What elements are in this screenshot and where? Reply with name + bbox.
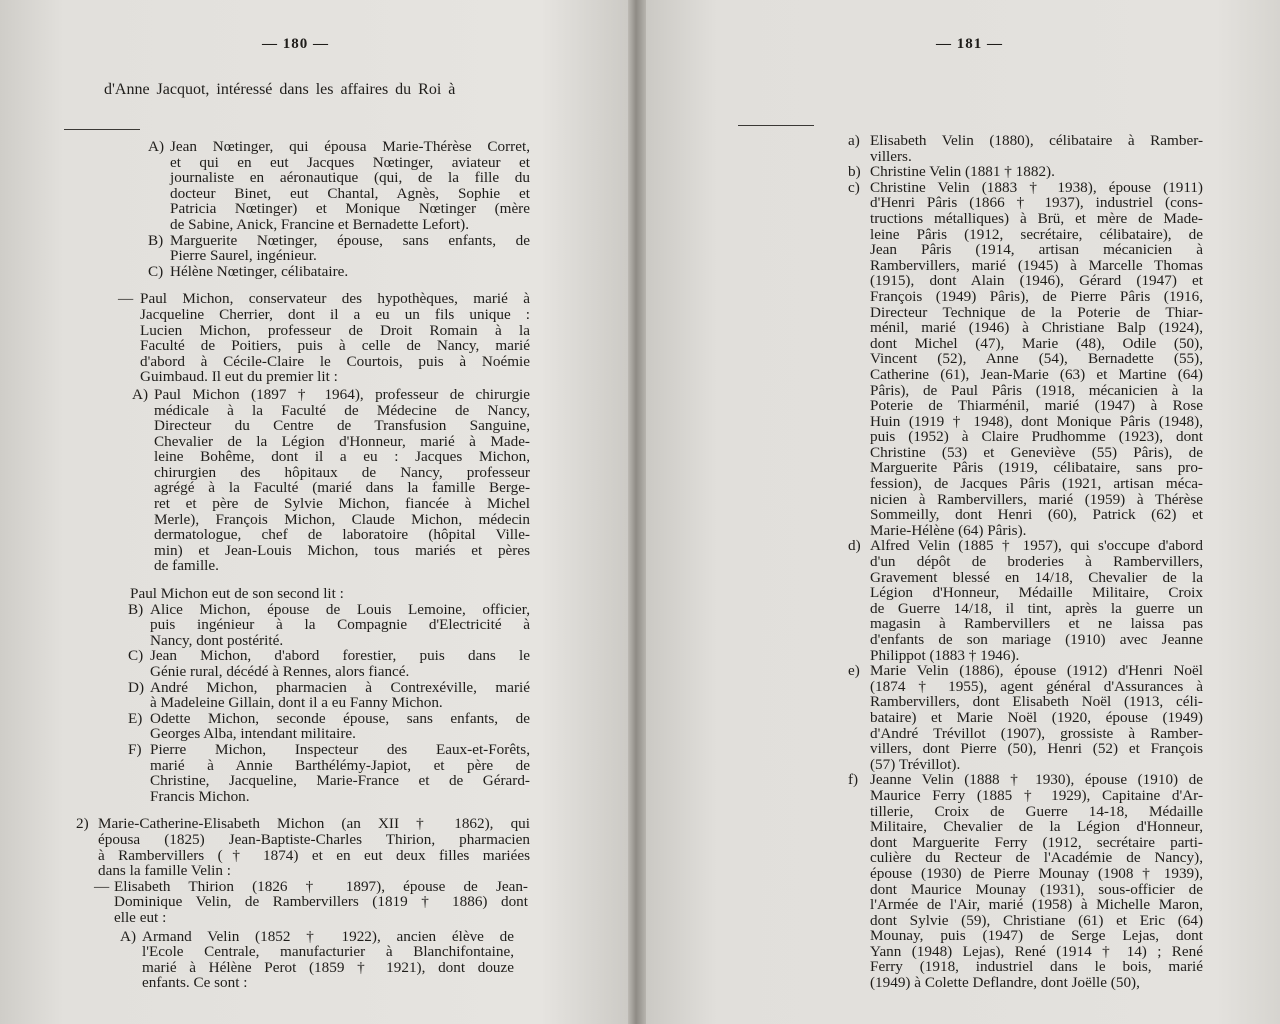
footnote-rule-right [738, 125, 814, 126]
entry-9 [128, 678, 530, 712]
page-number-180: — 180 — [262, 36, 329, 52]
text-line: nicien à Rambervillers, marié (1959) à Thérèse [870, 490, 1203, 508]
entry-1 [848, 132, 1203, 165]
text-line: magasin à Rambervillers et ne laissa pas [870, 615, 1203, 633]
text-line: de Guerre 14/18, il tint, après la guerre un [870, 599, 1203, 617]
entry-14 [120, 927, 514, 992]
text-line: Militaire, Chevalier de la Légion d'Honneur, [870, 818, 1203, 836]
text-line: épouse (1930) de Pierre Mounay (1908 † 1939), [870, 864, 1203, 882]
text-line: Yann (1948) Lejas), René (1914 † 14) ; René [870, 942, 1203, 960]
text-line: culière du Recteur de l'Académie de Nancy), [870, 849, 1203, 867]
text-line: Elisabeth Velin (1880), célibataire à Ramber- [870, 132, 1203, 149]
entry-label: C) [128, 647, 144, 665]
text-line: elle eut : [114, 908, 167, 926]
text-line: dermatologue, chef de laboratoire (hôpital Ville- [154, 526, 530, 544]
text-line: Pierre Saurel, ingénieur. [170, 247, 317, 265]
text-line: Jean Pâris (1914, artisan mécanicien à [870, 241, 1203, 259]
text-line: Paul Michon, conservateur des hypothèques, marié à [140, 290, 530, 308]
text-line: Génie rural, décédé à Rennes, alors fiancé. [150, 663, 410, 680]
book-gutter [628, 0, 646, 1024]
text-line: Jean Nœtinger, qui épousa Marie-Thérèse Corret, [170, 138, 530, 155]
text-line: Vincent (52), Anne (54), Bernadette (55), [870, 350, 1203, 368]
text-line: Poterie de Thiarménil, marié (1947) à Rose [870, 397, 1203, 415]
text-line: Hélène Nœtinger, célibataire. [170, 262, 349, 280]
text-line: Pâris), de Paul Pâris (1918, mécanicien à la [870, 381, 1203, 399]
text-line: Rambervillers, marié (1945) à Marcelle Thomas [870, 256, 1203, 274]
entry-label: C) [148, 262, 164, 280]
entry-label: — [94, 877, 110, 895]
text-line: Catherine (61), Jean-Marie (63) et Martine (64) [870, 365, 1203, 383]
text-line: Jacqueline Cherrier, dont il a eu un fils unique : [140, 305, 530, 323]
text-line: d'un dépôt de broderies à Rambervillers, [870, 553, 1203, 571]
text-line: Huin (1919 † 1948), dont Monique Pâris (1948), [870, 412, 1203, 430]
text-line: Marie-Catherine-Elisabeth Michon (an XII † 1862), qui [98, 815, 530, 833]
text-line: Lucien Michon, professeur de Droit Romain à la [140, 321, 530, 339]
text-line: bataire) et Marie Noël (1920, épouse (1949) [870, 708, 1203, 726]
entry-label: F) [128, 740, 142, 758]
text-line: à Madeleine Gillain, dont il a eu Fanny Michon. [150, 694, 443, 712]
text-line: Jean Michon, d'abord forestier, puis dans le [150, 647, 530, 665]
footnote-rule [64, 129, 140, 130]
text-line: puis (1952) à Claire Prudhomme (1923), dont [870, 428, 1203, 446]
text-line: Sommeilly, dont Henri (60), Patrick (62) et [870, 506, 1203, 524]
text-line: puis ingénieur à la Compagnie d'Electricité à [150, 616, 530, 634]
entry-label: A) [120, 927, 137, 945]
text-line: Rambervillers, dont Elisabeth Noël (1913, céli- [870, 693, 1203, 711]
text-line: Chevalier de la Légion d'Honneur, marié à Made- [154, 432, 530, 450]
text-line: dont Michel (47), Marie (48), Odile (50), [870, 334, 1203, 352]
entry-label: B) [148, 231, 164, 249]
text-line: Nancy, dont postérité. [150, 631, 284, 649]
text-line: Faculté de Poitiers, puis à celle de Nancy, marié [140, 337, 530, 355]
text-line: Paul Michon (1897 † 1964), professeur de chirurgie [154, 385, 530, 403]
text-line: villers, dont Pierre (50), Henri (52) et François [870, 740, 1203, 758]
entry-13 [94, 877, 528, 926]
entry-6 [130, 586, 530, 602]
text-line: tructions métalliques) à Brü, et mère de Made- [870, 209, 1203, 227]
entry-4 [118, 290, 530, 386]
text-line: Mounay, puis (1947) de Serge Lejas, dont [870, 927, 1203, 945]
entry-label: — [118, 290, 134, 308]
entry-5 [848, 662, 1203, 773]
text-line: villers. [870, 147, 912, 165]
entry-label: E) [128, 709, 143, 727]
right-text-block [848, 132, 1203, 992]
text-line: dont Sylvie (59), Christiane (61) et Eric (64) [870, 911, 1203, 929]
entry-1 [148, 138, 530, 233]
intro-line: d'Anne Jacquot, intéressé dans les affaires du Roi à [104, 81, 456, 98]
entry-label: c) [848, 178, 860, 196]
entry-5 [132, 385, 530, 575]
text-line: Maurice Ferry (1885 † 1929), Capitaine d'Ar- [870, 786, 1203, 804]
text-line: (1915), dont Alain (1946), Gérard (1947) et [870, 272, 1203, 290]
text-line: Christine Velin (1883 † 1938), épouse (1911) [870, 178, 1203, 196]
entry-3 [848, 178, 1203, 539]
text-line: Dominique Velin, de Rambervillers (1819 † 1886) dont [114, 893, 528, 911]
entry-7 [128, 600, 530, 649]
text-line: marié à Annie Barthélémy-Japiot, et père de [150, 756, 530, 774]
text-line: tillerie, Croix de Guerre 14-18, Médaille [870, 802, 1203, 820]
text-line: Francis Michon. [150, 787, 250, 805]
text-line: à Rambervillers († 1874) et en eut deux filles mariées [98, 846, 530, 864]
text-line: Ferry (1918, industriel dans le bois, marié [870, 958, 1203, 976]
text-line: marié à Hélène Perot (1859 † 1921), dont douze [142, 958, 514, 976]
text-line: Christine, Jacqueline, Marie-France et de Gérard- [150, 772, 530, 790]
text-line: Armand Velin (1852 † 1922), ancien élève de [142, 927, 514, 945]
text-line: ret et père de Sylvie Michon, fiancée à Michel [154, 495, 530, 513]
text-line: Légion d'Honneur, Médaille Militaire, Croix [870, 584, 1203, 602]
entry-label: d) [848, 537, 861, 555]
text-line: Pierre Michon, Inspecteur des Eaux-et-Forêts, [150, 740, 530, 758]
text-line: Alice Michon, épouse de Louis Lemoine, officier, [150, 600, 530, 618]
text-line: agrégé à la Faculté (marié dans la famille Berge- [154, 479, 530, 497]
text-line: épousa (1825) Jean-Baptiste-Charles Thirion, pharmacien [98, 830, 530, 848]
text-line: journaliste en aéronautique (qui, de la fille du [170, 169, 530, 187]
entry-10 [128, 709, 530, 743]
text-line: l'Armée de l'Air, marié (1958) à Michelle Maron, [870, 896, 1203, 914]
text-line: Paul Michon eut de son second lit : [130, 585, 344, 603]
entry-label: B) [128, 600, 144, 618]
text-line: dont Marguerite Ferry (1912, secrétaire parti- [870, 833, 1203, 851]
entry-2 [148, 231, 530, 265]
text-line: Gravement blessé en 14/18, Chevalier de la [870, 568, 1203, 586]
text-line: l'Ecole Centrale, manufacturier à Blanchifontaine, [142, 943, 514, 961]
text-line: chirurgien des hôpitaux de Nancy, professeur [154, 463, 530, 481]
text-line: (1874 † 1955), agent général d'Assurances à [870, 677, 1203, 695]
text-line: d'André Trévillot (1907), grossiste à Ramber- [870, 724, 1203, 742]
entry-11 [128, 740, 530, 805]
text-line: (57) Trévillot). [870, 755, 961, 773]
text-line: Elisabeth Thirion (1826 † 1897), épouse de Jean- [114, 877, 528, 895]
entry-12 [76, 815, 530, 880]
entry-label: b) [848, 163, 861, 181]
text-line: leine Pâris (1912, secrétaire, célibataire), de [870, 225, 1203, 243]
text-line: leine Bohême, dont il a eu : Jacques Michon, [154, 448, 530, 466]
entry-label: e) [848, 662, 860, 680]
text-line: dont Maurice Mounay (1931), sous-officier de [870, 880, 1203, 898]
text-line: Alfred Velin (1885 † 1957), qui s'occupe d'abord [870, 537, 1203, 555]
text-line: min) et Jean-Louis Michon, tous mariés et pères [154, 541, 530, 559]
entry-label: a) [848, 132, 860, 149]
text-line: docteur Binet, eut Chantal, Agnès, Sophie et [170, 184, 530, 202]
entry-4 [848, 537, 1203, 664]
entry-3 [148, 262, 530, 280]
text-line: et qui en eut Jacques Nœtinger, aviateur et [170, 153, 530, 171]
entry-8 [128, 647, 530, 680]
text-line: médicale à la Faculté de Médecine de Nancy, [154, 401, 530, 419]
page-number-181: — 181 — [936, 36, 1003, 52]
text-line: Merle), François Michon, Claude Michon, médecin [154, 510, 530, 528]
text-line: de Sabine, Anick, Francine et Bernadette Lefort). [170, 215, 469, 233]
text-line: Odette Michon, seconde épouse, sans enfants, de [150, 709, 530, 727]
text-line: François (1949) Pâris), de Pierre Pâris (1916, [870, 287, 1203, 305]
text-line: Marguerite Pâris (1919, célibataire, sans pro- [870, 459, 1203, 477]
text-line: de famille. [154, 557, 219, 575]
text-line: André Michon, pharmacien à Contrexéville, marié [150, 678, 530, 696]
right-page [640, 0, 1280, 1024]
left-page [0, 0, 636, 1024]
left-text-block [76, 138, 530, 992]
text-line: Directeur Technique de la Poterie de Thiar- [870, 303, 1203, 321]
text-line: fession), de Jacques Pâris (1921, artisan méca- [870, 475, 1203, 493]
entry-6 [848, 771, 1203, 992]
text-line: (1949) à Colette Deflandre, dont Joëlle (50), [870, 974, 1140, 992]
entry-label: A) [148, 138, 165, 155]
text-line: Directeur du Centre de Transfusion Sanguine, [154, 417, 530, 435]
entry-2 [848, 163, 1203, 181]
text-line: Christine Velin (1881 † 1882). [870, 163, 1055, 181]
text-line: dans la famille Velin : [98, 862, 232, 880]
text-line: d'enfants de son mariage (1910) avec Jeanne [870, 631, 1203, 648]
text-line: Guimbaud. Il eut du premier lit : [140, 368, 338, 386]
text-line: Marguerite Nœtinger, épouse, sans enfants, de [170, 231, 530, 249]
entry-label: A) [132, 385, 149, 403]
text-line: Jeanne Velin (1888 † 1930), épouse (1910) de [870, 771, 1203, 789]
text-line: Georges Alba, intendant militaire. [150, 725, 356, 743]
text-line: Philippot (1883 † 1946). [870, 646, 1020, 664]
text-line: Patricia Nœtinger) et Monique Nœtinger (mère [170, 200, 530, 218]
text-line: Marie-Hélène (64) Pâris). [870, 521, 1027, 539]
text-line: Christine (53) et Geneviève (55) Pâris), de [870, 443, 1203, 461]
entry-label: 2) [76, 815, 89, 833]
text-line: d'Henri Pâris (1866 † 1937), industriel (cons- [870, 194, 1203, 212]
text-line: ménil, marié (1946) à Christiane Balp (1924), [870, 319, 1203, 337]
text-line: d'abord à Cécile-Claire le Courtois, puis à Noémie [140, 352, 530, 370]
entry-label: f) [848, 771, 859, 789]
entry-label: D) [128, 678, 145, 696]
text-line: enfants. Ce sont : [142, 974, 248, 992]
text-line: Marie Velin (1886), épouse (1912) d'Henri Noël [870, 662, 1203, 680]
